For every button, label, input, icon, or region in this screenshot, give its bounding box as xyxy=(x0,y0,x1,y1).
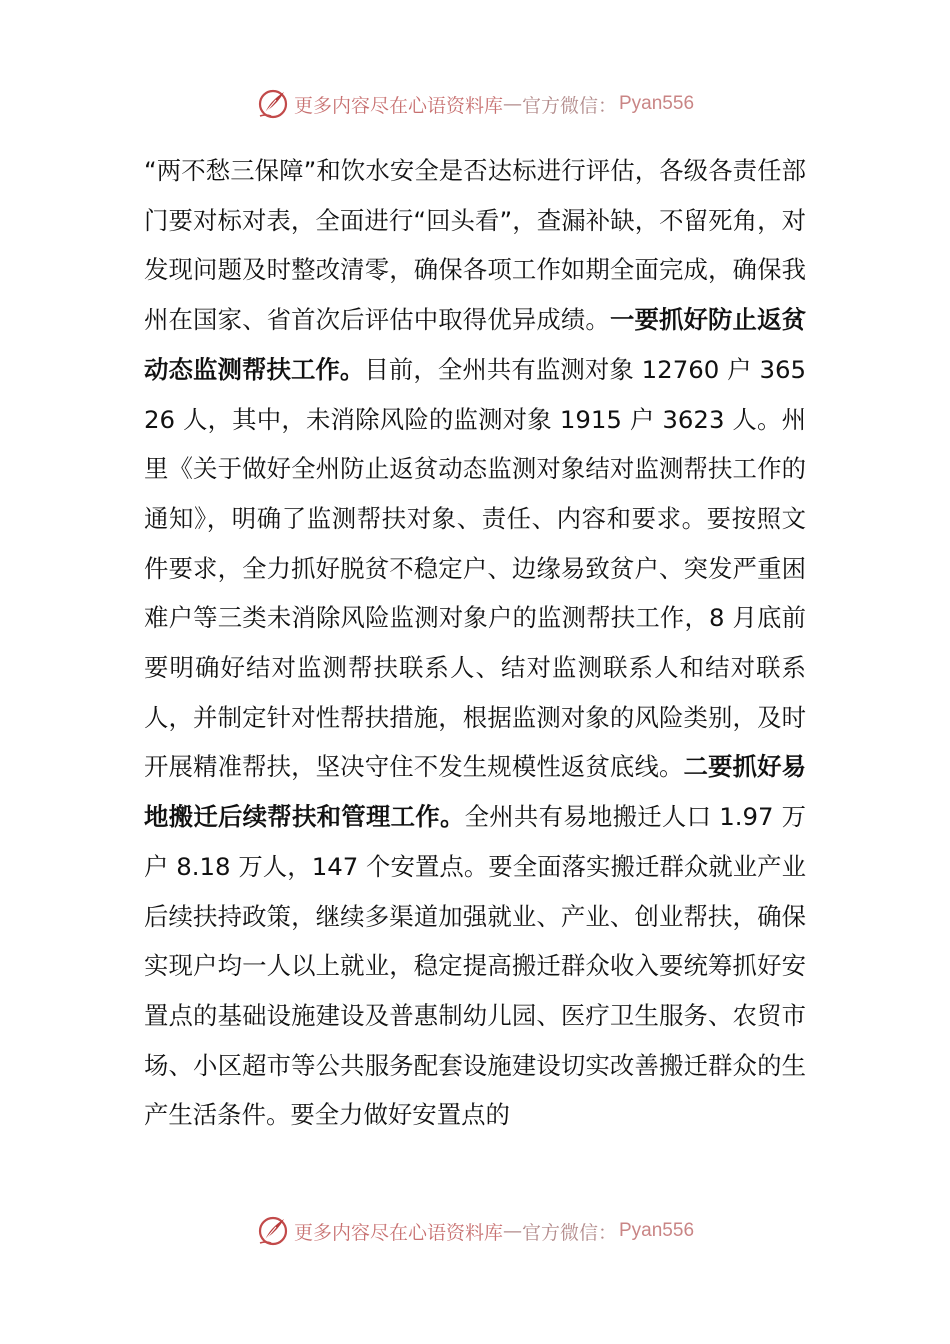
quill-pen-logo-icon xyxy=(256,87,290,121)
watermark-separator: — xyxy=(502,93,522,115)
quill-pen-logo-icon xyxy=(256,1214,290,1248)
watermark-brand-text: 更多内容尽在心语资料库 xyxy=(293,94,503,117)
watermark-brand-text: 更多内容尽在心语资料库 xyxy=(293,1221,503,1244)
watermark-wechat-id: Pyan556 xyxy=(619,93,695,114)
section-heading-relocation: 二要抓好易地搬迁后续帮扶和管理工作。 xyxy=(144,752,806,832)
watermark-wechat-label: 官方微信： xyxy=(521,94,617,117)
footer-watermark xyxy=(0,1211,950,1251)
watermark-wechat-id: Pyan556 xyxy=(619,1220,695,1241)
section-heading-monitoring: 一要抓好防止返贫动态监测帮扶工作。 xyxy=(144,305,806,384)
document-body xyxy=(144,146,806,1140)
body-text-segment: “两不愁三保障”和饮水安全是否达标进行评估，各级各责任部门要对标对表，全面进行“回头看”，查漏补缺，不留死角，对发现问题及时整改清零，确保各项工作如期全面完成，确保我州在国家、省首次后评估中取得优异成绩。 xyxy=(144,156,806,335)
body-paragraph xyxy=(144,146,806,1140)
body-text-segment: 全州共有易地搬迁人口 1.97 万户 8.18 万人，147 个安置点。要全面落实搬迁群众就业产业后续扶持政策，继续多渠道加强就业、产业、创业帮扶，确保实现户均一人以上就业，稳定提高搬迁群众收入要统筹抓好安置点的基础设施建设及普惠制幼儿园、医疗卫生服务、农贸市场、小区超市等公共服务配套设施建设切实改善搬迁群众的生产生活条件。要全力做好安置点的 xyxy=(144,802,806,1130)
watermark-separator: — xyxy=(502,1220,522,1242)
body-text-segment: 目前，全州共有监测对象 12760 户 36526 人，其中，未消除风险的监测对象 1915 户 3623 人。州里《关于做好全州防止返贫动态监测对象结对监测帮扶工作的通知》，明确了监测帮扶对象、责任、内容和要求。要按照文件要求，全力抓好脱贫不稳定户、边缘易致贫户、突发严重困难户等三类未消除风险监测对象户的监测帮扶工作，8 月底前要明确好结对监测帮扶联系人、结对监测联系人和结对联系人，并制定针对性帮扶措施，根据监测对象的风险类别，及时开展精准帮扶，坚决守住不发生规模性返贫底线。 xyxy=(144,354,806,782)
watermark-wechat-label: 官方微信： xyxy=(521,1221,617,1244)
header-watermark xyxy=(0,84,950,124)
